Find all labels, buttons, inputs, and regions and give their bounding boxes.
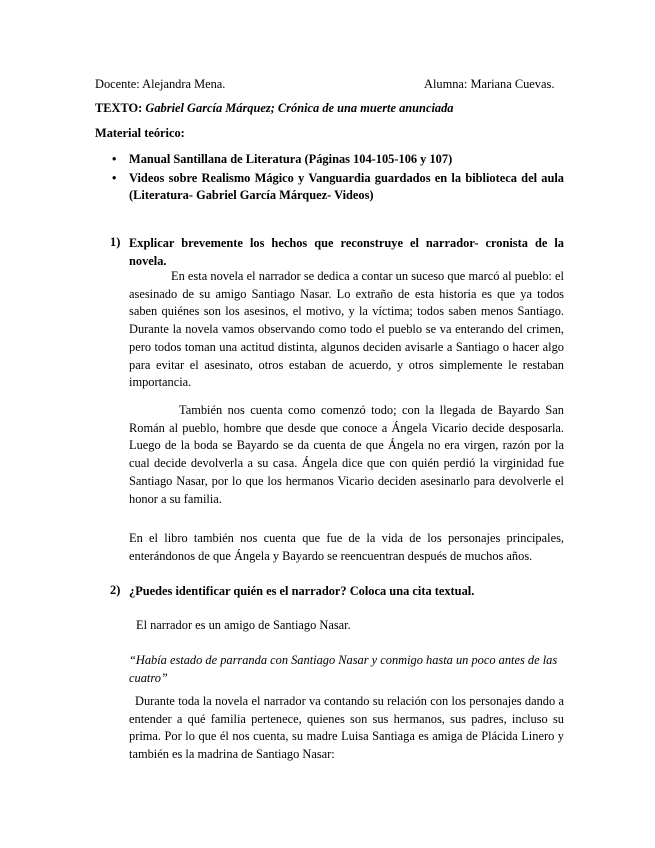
list-item: [94, 151, 564, 169]
narrator-quote: “Había estado de parranda con Santiago Nasar y conmigo hasta un poco antes de las cuatro”: [129, 653, 558, 685]
material-heading: Material teórico:: [95, 126, 185, 140]
material-list: [94, 151, 564, 206]
question-1-number: 1): [110, 235, 121, 249]
question-2-number: 2): [110, 583, 121, 597]
material-item-text: Videos sobre Realismo Mágico y Vanguardia guardados en la biblioteca del aula (Literatura- Gabriel García Márquez- Videos): [129, 170, 564, 202]
bullet-icon: •: [112, 170, 117, 185]
teacher-name: Docente: Alejandra Mena.: [95, 77, 226, 91]
question-1-text: Explicar brevemente los hechos que reconstruye el narrador- cronista de la novela.: [129, 236, 564, 268]
question-1-paragraph-2: También nos cuenta como comenzó todo; con la llegada de Bayardo San Román al pueblo, hombre que desde que conoce a Ángela Vicario decide desposarla. Luego de la boda se Bayardo se da cuenta de que Ángela no era virgen, razón por la cual decide devolverla a su casa. Ángela dice que con quién perdió la virginidad fue Santiago Nasar, por lo que los hermanos Vicario deciden asesinarlo para devolverle el honor a su familia.: [129, 403, 564, 506]
question-2-answer: El narrador es un amigo de Santiago Nasar.: [136, 618, 351, 632]
question-2-text: ¿Puedes identificar quién es el narrador? Coloca una cita textual.: [129, 584, 475, 598]
text-label: TEXTO:: [95, 101, 143, 115]
student-name: Alumna: Mariana Cuevas.: [424, 77, 555, 91]
book-title: Gabriel García Márquez; Crónica de una muerte anunciada: [145, 101, 454, 115]
question-2-paragraph: Durante toda la novela el narrador va contando su relación con los personajes dando a entender a qué familia pertenece, quienes son sus hermanos, sus padres, incluso su prima. Por lo que él nos cuenta, su madre Luisa Santiaga es amiga de Plácida Linero y también es la madrina de Santiago Nasar:: [129, 694, 564, 762]
question-1-paragraph-1: En esta novela el narrador se dedica a contar un suceso que marcó al pueblo: el asesinado de su amigo Santiago Nasar. Lo extraño de esta historia es que ya todos saben quiénes son los asesinos, el motivo, y la víctima; todos saben menos Santiago. Durante la novela vamos observando como todo el pueblo se va enterando del crimen, pero todos toman una actitud distinta, algunos deciden avisarle a Santiago o hacer algo para evitar el asesinato, otros estaban de acuerdo, y otros simplemente le restaban importancia.: [129, 269, 564, 390]
bullet-icon: •: [112, 152, 117, 166]
material-item-text: Manual Santillana de Literatura (Páginas 104-105-106 y 107): [129, 152, 453, 166]
list-item: [94, 170, 564, 205]
question-1-paragraph-3: En el libro también nos cuenta que fue de la vida de los personajes principales, enterándonos de que Ángela y Bayardo se reencuentran después de muchos años.: [129, 531, 564, 563]
text-title-line: [95, 101, 453, 116]
